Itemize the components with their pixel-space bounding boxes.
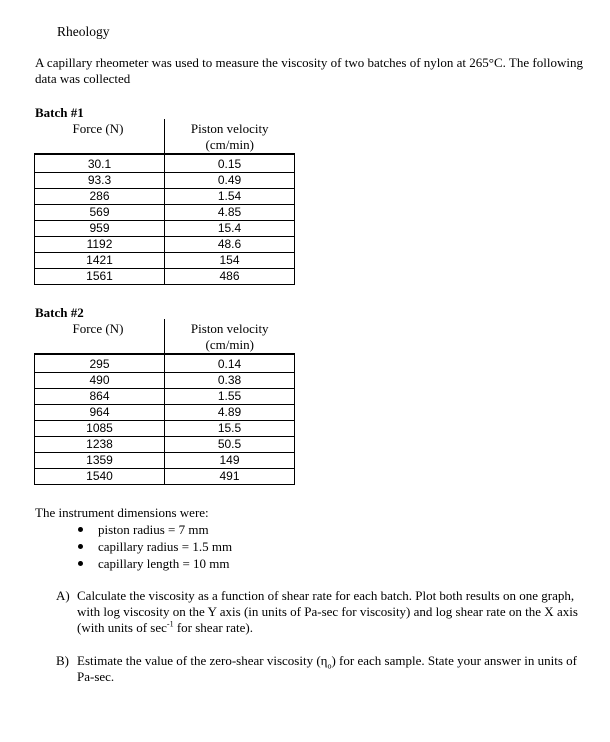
velocity-header-line1: Piston velocity (190, 321, 269, 336)
table-row (35, 269, 295, 285)
table-row (35, 205, 295, 221)
batch1-table-body (35, 154, 295, 285)
batch1-table (34, 119, 295, 285)
force-column-header (35, 319, 165, 354)
force-cell: 30.1 (35, 154, 165, 173)
velocity-cell: 149 (165, 453, 295, 469)
velocity-cell: 50.5 (165, 437, 295, 453)
question-a-text-part2: for shear rate). (173, 620, 253, 635)
velocity-header-line2: (cm/min) (205, 137, 254, 152)
question-a-text-part1: Calculate the viscosity as a function of shear rate for each batch. Plot both results on one graph, with log viscosity on the Y axis (in units of Pa-sec for viscosity) and log shear rate on the X axis (with units of sec (77, 588, 578, 635)
table-row (35, 405, 295, 421)
force-cell: 1359 (35, 453, 165, 469)
velocity-cell: 15.5 (165, 421, 295, 437)
dimension-piston-radius: piston radius = 7 mm (98, 522, 209, 537)
list-item (78, 555, 232, 572)
question-a-text (77, 588, 585, 636)
velocity-cell: 486 (165, 269, 295, 285)
batch1-label: Batch #1 (35, 105, 84, 120)
velocity-cell: 0.15 (165, 154, 295, 173)
table-header-row (35, 119, 295, 154)
question-b-text-part2: ) for each sample. State your answer in units of Pa-sec. (77, 653, 577, 684)
table-row (35, 389, 295, 405)
velocity-cell: 154 (165, 253, 295, 269)
velocity-cell: 0.14 (165, 354, 295, 373)
bullet-icon (78, 561, 83, 566)
velocity-header-line1: Piston velocity (190, 121, 269, 136)
list-item (78, 538, 232, 555)
list-item (78, 521, 232, 538)
force-cell: 964 (35, 405, 165, 421)
force-cell: 1238 (35, 437, 165, 453)
question-b-text (77, 653, 585, 685)
question-b-subscript: o (327, 661, 332, 671)
table-row (35, 421, 295, 437)
force-header-label: Force (N) (72, 121, 124, 136)
question-b (56, 653, 586, 687)
force-column-header (35, 119, 165, 154)
table-row (35, 373, 295, 389)
batch2-table-body (35, 354, 295, 485)
force-cell: 1192 (35, 237, 165, 253)
table-row (35, 221, 295, 237)
bullet-icon (78, 527, 83, 532)
table-row (35, 154, 295, 173)
force-cell: 286 (35, 189, 165, 205)
velocity-cell: 48.6 (165, 237, 295, 253)
table-row (35, 189, 295, 205)
force-cell: 1540 (35, 469, 165, 485)
velocity-cell: 491 (165, 469, 295, 485)
batch2-table (34, 319, 295, 485)
velocity-cell: 4.85 (165, 205, 295, 221)
dimension-capillary-radius: capillary radius = 1.5 mm (98, 539, 233, 554)
question-a-superscript: -1 (166, 619, 174, 629)
table-row (35, 253, 295, 269)
velocity-cell: 1.55 (165, 389, 295, 405)
dimensions-title: The instrument dimensions were: (35, 505, 209, 520)
question-b-letter: B) (56, 653, 69, 668)
bullet-icon (78, 544, 83, 549)
table-row (35, 354, 295, 373)
table-row (35, 469, 295, 485)
dimension-capillary-length: capillary length = 10 mm (98, 556, 230, 571)
batch2-label: Batch #2 (35, 305, 84, 320)
velocity-cell: 4.89 (165, 405, 295, 421)
question-a (56, 588, 586, 638)
velocity-cell: 0.49 (165, 173, 295, 189)
table-row (35, 173, 295, 189)
force-cell: 490 (35, 373, 165, 389)
force-cell: 1421 (35, 253, 165, 269)
velocity-cell: 1.54 (165, 189, 295, 205)
intro-paragraph: A capillary rheometer was used to measure the viscosity of two batches of nylon at 265°C. The following data was collected (35, 55, 583, 86)
velocity-cell: 15.4 (165, 221, 295, 237)
force-cell: 959 (35, 221, 165, 237)
dimensions-list (78, 521, 232, 572)
force-cell: 93.3 (35, 173, 165, 189)
table-row (35, 437, 295, 453)
question-a-letter: A) (56, 588, 70, 603)
velocity-cell: 0.38 (165, 373, 295, 389)
question-b-text-part1: Estimate the value of the zero-shear viscosity (η (77, 653, 328, 668)
force-cell: 295 (35, 354, 165, 373)
table-row (35, 237, 295, 253)
force-cell: 864 (35, 389, 165, 405)
table-header-row (35, 319, 295, 354)
table-row (35, 453, 295, 469)
force-header-label: Force (N) (72, 321, 124, 336)
force-cell: 569 (35, 205, 165, 221)
velocity-header-line2: (cm/min) (205, 337, 254, 352)
force-cell: 1085 (35, 421, 165, 437)
force-cell: 1561 (35, 269, 165, 285)
velocity-column-header (165, 119, 295, 154)
velocity-column-header (165, 319, 295, 354)
page-title: Rheology (57, 24, 110, 39)
